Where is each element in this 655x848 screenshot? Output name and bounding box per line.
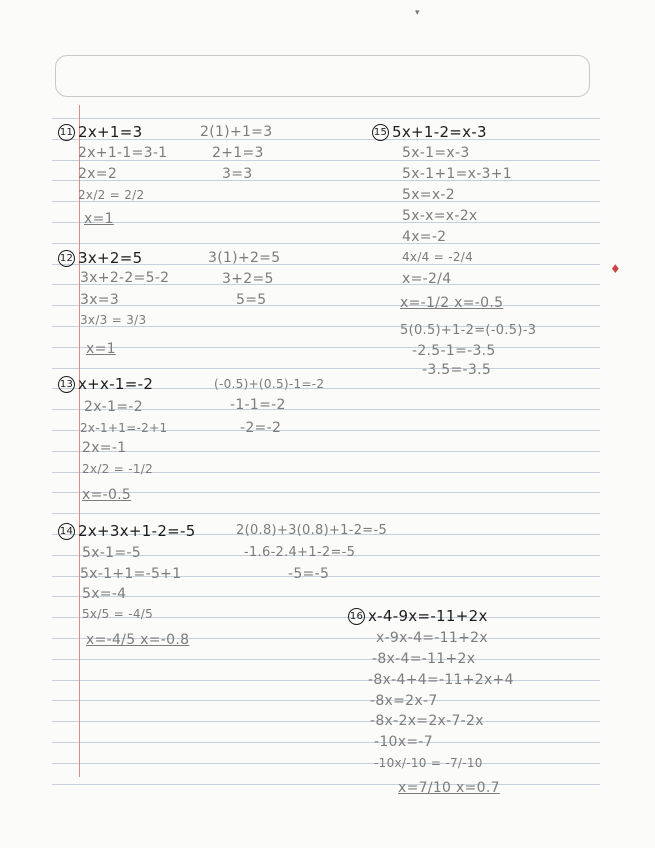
- step: -8x-2x=2x-7-2x: [370, 713, 484, 729]
- step: 5x=x-2: [402, 187, 455, 203]
- step: 2x/2 = 2/2: [78, 188, 145, 202]
- step: 2x/2 = -1/2: [82, 462, 154, 476]
- ruled-line: [52, 118, 600, 119]
- step: 3x/3 = 3/3: [80, 313, 147, 327]
- ruled-line: [52, 347, 600, 348]
- step: 5x-1=-5: [82, 545, 141, 561]
- title-box: [55, 55, 590, 97]
- step: 2x-1=-2: [84, 399, 143, 415]
- check-step: -2=-2: [240, 420, 282, 436]
- step: 3x+2-2=5-2: [80, 270, 170, 286]
- step: 5x/5 = -4/5: [82, 607, 154, 621]
- step: 2x-1+1=-2+1: [80, 421, 168, 435]
- check-step: 5(0.5)+1-2=(-0.5)-3: [400, 323, 537, 338]
- ruled-line: [52, 659, 600, 660]
- check-step: -2.5-1=-3.5: [412, 343, 496, 359]
- step: -8x-4=-11+2x: [372, 651, 476, 667]
- ruled-line: [52, 513, 600, 514]
- answer: x=-0.5: [82, 487, 132, 503]
- step: 5x-x=x-2x: [402, 208, 478, 224]
- step: 5x=-4: [82, 586, 127, 602]
- step: -8x-4+4=-11+2x+4: [368, 672, 514, 688]
- problem-equation: 3x+2=5: [78, 249, 143, 267]
- answer: x=1: [86, 341, 116, 357]
- margin-line: [79, 105, 80, 777]
- ruled-line: [52, 721, 600, 722]
- ruled-line: [52, 763, 600, 764]
- check-step: 2(0.8)+3(0.8)+1-2=-5: [236, 523, 388, 538]
- problem-equation: 2x+3x+1-2=-5: [78, 522, 196, 540]
- step: 5x-1=x-3: [402, 145, 470, 161]
- ruled-line: [52, 222, 600, 223]
- ruled-line: [52, 368, 600, 369]
- check-step: 3+2=5: [222, 271, 274, 287]
- ruled-line: [52, 180, 600, 181]
- answer: x=7/10 x=0.7: [398, 780, 500, 796]
- check-step: 2(1)+1=3: [200, 124, 273, 140]
- step: 2x+1-1=3-1: [78, 145, 168, 161]
- check-step: -1-1=-2: [230, 397, 286, 413]
- step: -10x/-10 = -7/-10: [374, 756, 483, 770]
- step: 2x=-1: [82, 440, 127, 456]
- problem-number-badge: 12: [58, 250, 75, 267]
- problem-number-badge: 13: [58, 376, 75, 393]
- check-step: -3.5=-3.5: [422, 362, 492, 378]
- step: 3x=3: [80, 292, 120, 308]
- ruled-line: [52, 305, 600, 306]
- step: 5x-1+1=-5+1: [80, 566, 182, 582]
- step: x-9x-4=-11+2x: [376, 630, 488, 646]
- ruled-line: [52, 784, 600, 785]
- ruled-line: [52, 680, 600, 681]
- step: -8x=2x-7: [370, 693, 438, 709]
- problem-number-badge: 16: [348, 608, 365, 625]
- check-step: 3(1)+2=5: [208, 250, 281, 266]
- problem-number-badge: 15: [372, 124, 389, 141]
- check-step: (-0.5)+(0.5)-1=-2: [214, 377, 325, 391]
- check-step: 3=3: [222, 166, 253, 182]
- ruled-line: [52, 700, 600, 701]
- ruled-line: [52, 596, 600, 597]
- stray-mark: ▾: [415, 8, 420, 18]
- answer: x=-1/2 x=-0.5: [400, 295, 504, 311]
- answer: x=-4/5 x=-0.8: [86, 632, 190, 648]
- check-step: -1.6-2.4+1-2=-5: [244, 545, 356, 560]
- ruled-line: [52, 451, 600, 452]
- problem-equation: x-4-9x=-11+2x: [368, 607, 488, 625]
- check-step: -5=-5: [288, 566, 330, 582]
- ruled-line: [52, 742, 600, 743]
- problem-equation: 2x+1=3: [78, 123, 143, 141]
- answer: x=1: [84, 211, 114, 227]
- check-step: 2+1=3: [212, 145, 264, 161]
- step: 4x/4 = -2/4: [402, 250, 474, 264]
- red-mark: ♦: [610, 262, 621, 276]
- problem-number-badge: 14: [58, 523, 75, 540]
- problem-number-badge: 11: [58, 124, 75, 141]
- step: 5x-1+1=x-3+1: [402, 166, 513, 182]
- step: 4x=-2: [402, 229, 447, 245]
- problem-equation: 5x+1-2=x-3: [392, 123, 487, 141]
- check-step: 5=5: [236, 292, 267, 308]
- ruled-line: [52, 492, 600, 493]
- problem-equation: x+x-1=-2: [78, 375, 154, 393]
- ruled-line: [52, 243, 600, 244]
- step: 2x=2: [78, 166, 118, 182]
- step: -10x=-7: [374, 734, 433, 750]
- step: x=-2/4: [402, 271, 452, 287]
